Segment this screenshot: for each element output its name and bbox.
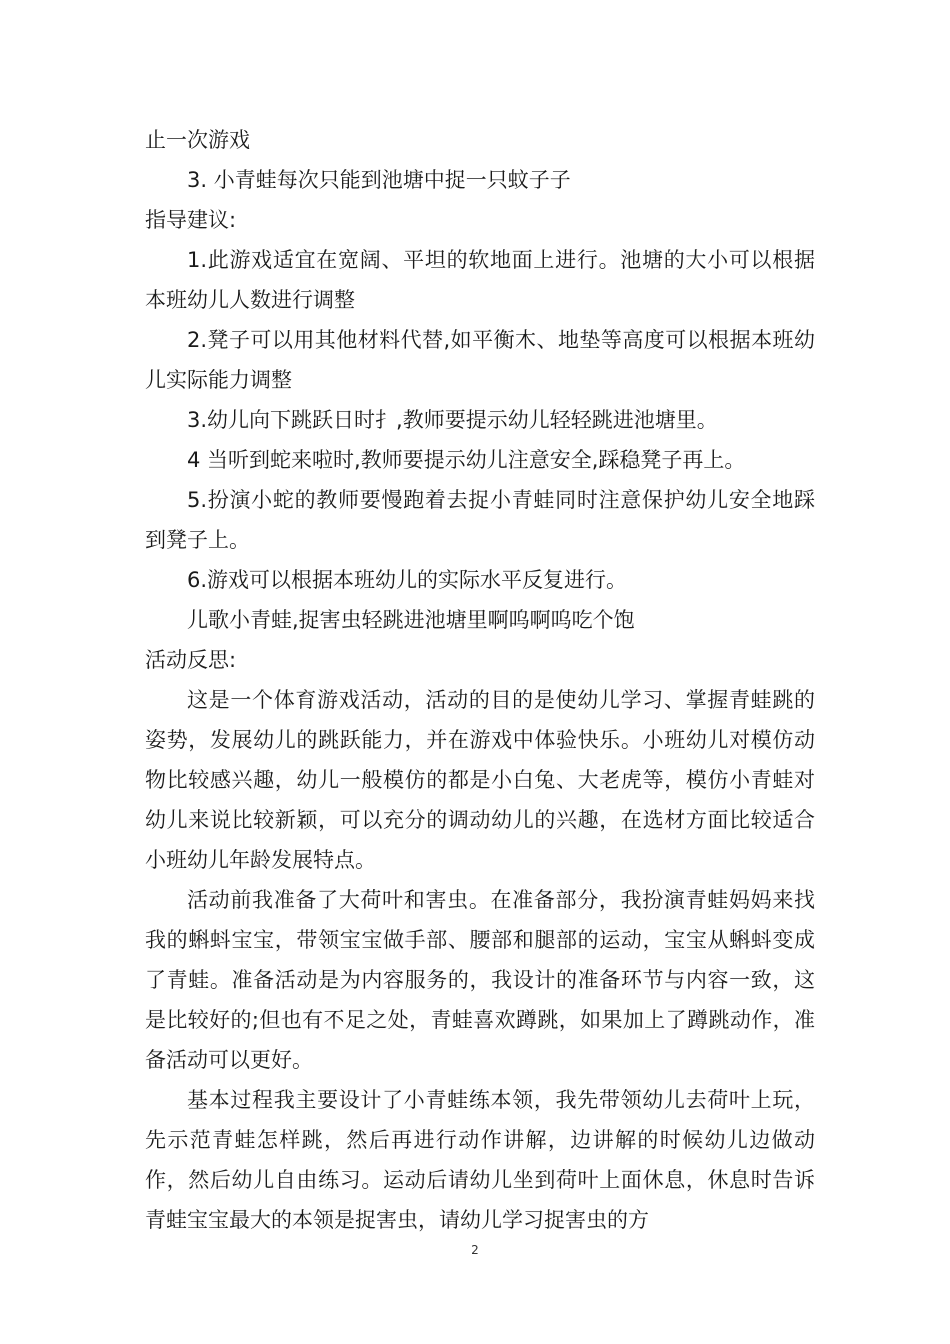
paragraph-nursery-rhyme: 儿歌小青蛙,捉害虫轻跳进池塘里啊呜啊呜吃个饱 <box>187 608 635 632</box>
document-body <box>145 120 815 1240</box>
paragraph-reflection-1: 这是一个体育游戏活动，活动的目的是使幼儿学习、掌握青蛙跳的姿势，发展幼儿的跳跃能力，并在游戏中体验快乐。小班幼儿对模仿动物比较感兴趣，幼儿一般模仿的都是小白兔、大老虎等，模仿小青蛙对幼儿来说比较新颖，可以充分的调动幼儿的兴趣，在选材方面比较适合小班幼儿年龄发展特点。 <box>145 688 815 872</box>
paragraph-guidance-1: 1.此游戏适宜在宽阔、平坦的软地面上进行。池塘的大小可以根据本班幼儿人数进行调整 <box>145 248 815 312</box>
heading-reflection: 活动反思: <box>145 648 237 672</box>
paragraph-game-end: 止一次游戏 <box>145 128 250 152</box>
paragraph-rule-3: 3. 小青蛙每次只能到池塘中捉一只蚊子子 <box>187 168 571 192</box>
paragraph-guidance-6: 6.游戏可以根据本班幼儿的实际水平反复进行。 <box>187 568 628 592</box>
paragraph-guidance-3: 3.幼儿向下跳跃日时扌,教师要提示幼儿轻轻跳进池塘里。 <box>187 408 718 432</box>
page-number: 2 <box>471 1243 479 1257</box>
paragraph-reflection-3: 基本过程我主要设计了小青蛙练本领，我先带领幼儿去荷叶上玩，先示范青蛙怎样跳，然后再进行动作讲解，边讲解的时候幼儿边做动作，然后幼儿自由练习。运动后请幼儿坐到荷叶上面休息，休息时告诉青蛙宝宝最大的本领是捉害虫，请幼儿学习捉害虫的方 <box>145 1088 815 1232</box>
paragraph-guidance-4: 4 当听到蛇来啦时,教师要提示幼儿注意安全,踩稳凳子再上。 <box>187 448 746 472</box>
paragraph-guidance-2: 2.凳子可以用其他材料代替,如平衡木、地垫等高度可以根据本班幼儿实际能力调整 <box>145 328 815 392</box>
paragraph-guidance-5: 5.扮演小蛇的教师要慢跑着去捉小青蛙同时注意保护幼儿安全地踩到凳子上。 <box>145 488 815 552</box>
paragraph-reflection-2: 活动前我准备了大荷叶和害虫。在准备部分，我扮演青蛙妈妈来找我的蝌蚪宝宝，带领宝宝做手部、腰部和腿部的运动，宝宝从蝌蚪变成了青蛙。准备活动是为内容服务的，我设计的准备环节与内容一致，这是比较好的;但也有不足之处，青蛙喜欢蹲跳，如果加上了蹲跳动作，准备活动可以更好。 <box>145 888 815 1072</box>
heading-guidance: 指导建议: <box>145 208 237 232</box>
